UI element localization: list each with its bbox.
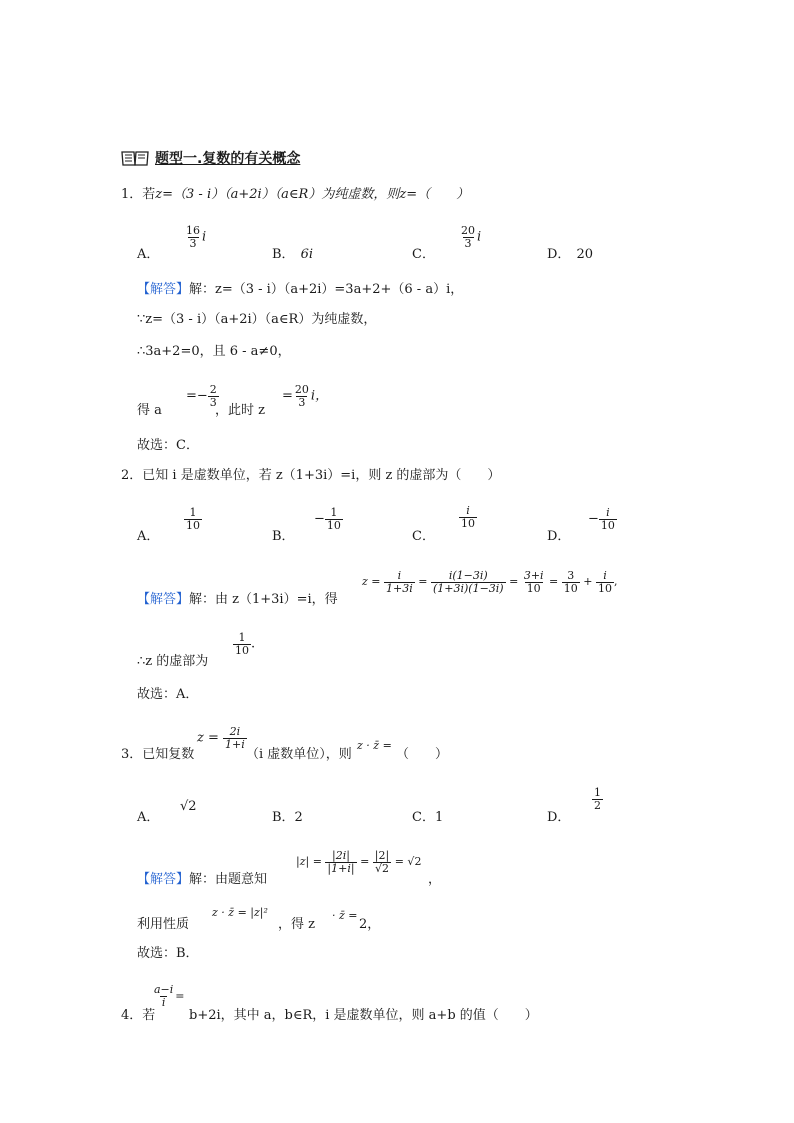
q2-answer-line-3: 故选：A．	[137, 687, 199, 702]
q3-option-b: B．2	[272, 810, 303, 825]
q3-option-a-label: A．	[137, 810, 160, 825]
q1-stem: 1．若z=（3 - i）（a+2i）（a∈R）为纯虚数，则z=（ ）	[121, 187, 470, 202]
q3-answer-line-2: 利用性质	[137, 917, 190, 932]
q1-option-a-value: $\frac{16}{3}$ i	[186, 224, 207, 250]
q2-option-d-label: D．	[547, 529, 571, 544]
q3-stem-b: （i 虚数单位），则	[246, 747, 352, 762]
q1-answer-line-4-mid: ，此时 z	[215, 403, 265, 418]
q3-option-d-value: $\frac{1}{2}$	[594, 786, 601, 812]
q2-option-b-value: − $\frac{1}{10}$	[314, 506, 341, 532]
q3-option-d-label: D．	[547, 810, 571, 825]
q2-option-c-value: $\frac{i}{10}$	[461, 504, 475, 530]
q3-stem-a: 3．已知复数	[121, 747, 195, 762]
q3-answer-conj: · z̄ =	[332, 909, 358, 922]
q3-answer-line-2-mid: ，得 z	[278, 917, 315, 932]
q2-option-a-label: A．	[137, 529, 160, 544]
q2-option-b-label: B．	[272, 529, 295, 544]
q4-stem-a: 4．若	[121, 1008, 156, 1023]
q3-answer-line-2-end: 2，	[359, 917, 381, 932]
q3-answer-line-3: 故选：B．	[137, 946, 199, 961]
q3-stem-fraction: z = $\frac{2i}{1+i}$	[197, 725, 245, 751]
q1-option-d: D． 20	[547, 247, 593, 262]
q1-option-b: B． 6i	[272, 247, 313, 262]
q3-answer-property: z · z̄ = |z|²	[212, 906, 268, 919]
q3-stem-conj: z · z̄ =	[357, 739, 392, 752]
q2-option-d-value: − $\frac{i}{10}$	[588, 506, 615, 532]
q3-answer-line-1: 【解答】解：由题意知	[137, 872, 268, 887]
q2-option-c-label: C．	[412, 529, 435, 544]
q3-stem-paren: （ ）	[396, 747, 449, 762]
q2-answer-line-2-frac: $\frac{1}{10}$ .	[235, 631, 256, 657]
answer-tag: 【解答】	[137, 872, 190, 887]
book-icon	[121, 149, 149, 167]
q1-answer-line-4a: 得 a	[137, 403, 162, 418]
q3-option-c: C．1	[412, 810, 444, 825]
q3-answer-equation: |z| = $\frac{|2i|}{|1+i|}$ = $\frac{|2|}{√2}$ = √2	[296, 849, 422, 875]
q2-option-a-value: $\frac{1}{10}$	[186, 506, 200, 532]
q1-answer-line-3: ∴3a+2=0，且 6 - a≠0，	[137, 344, 291, 359]
answer-tag: 【解答】	[137, 592, 190, 607]
q1-option-c-value: $\frac{20}{3}$ i	[461, 224, 482, 250]
q3-answer-eq-end: ，	[428, 872, 442, 887]
q1-answer-line-5: 故选：C．	[137, 438, 199, 453]
q2-answer-equation: z = $\frac{i}{1+3i}$ = $\frac{i(1-3i)}{(1+3i)(1-3i)}$ = $\frac{3+i}{10}$ = $\frac{3}{10}$ + $\frac{i}{10}$ ,	[362, 569, 618, 595]
section-title: 题型一.复数的有关概念	[155, 151, 301, 167]
q4-stem-b: b+2i，其中 a，b∈R，i 是虚数单位，则 a+b 的值（ ）	[189, 1008, 538, 1023]
answer-tag: 【解答】	[137, 282, 190, 297]
q1-answer-line-4-frac1: =− $\frac{2}{3}$	[186, 383, 217, 409]
q1-answer-line-2: ∵z=（3 - i）（a+2i）（a∈R）为纯虚数，	[137, 312, 377, 327]
q2-answer-line-2: ∴z 的虚部为	[137, 654, 209, 669]
q3-option-a-value: √2	[180, 799, 197, 814]
q1-answer-line-4-frac2: = $\frac{20}{3}$ i，	[282, 383, 329, 409]
q4-fraction: $\frac{a-i}{i}$ =	[154, 983, 185, 1009]
q1-option-a-label: A．	[137, 247, 160, 262]
q2-stem: 2．已知 i 是虚数单位，若 z（1+3i）=i，则 z 的虚部为（ ）	[121, 468, 501, 483]
q2-answer-line-1: 【解答】解：由 z（1+3i）=i，得	[137, 592, 338, 607]
q1-answer-line-1: 【解答】解：z=（3 - i）（a+2i）=3a+2+（6 - a）i，	[137, 282, 464, 297]
q1-option-c-label: C．	[412, 247, 435, 262]
